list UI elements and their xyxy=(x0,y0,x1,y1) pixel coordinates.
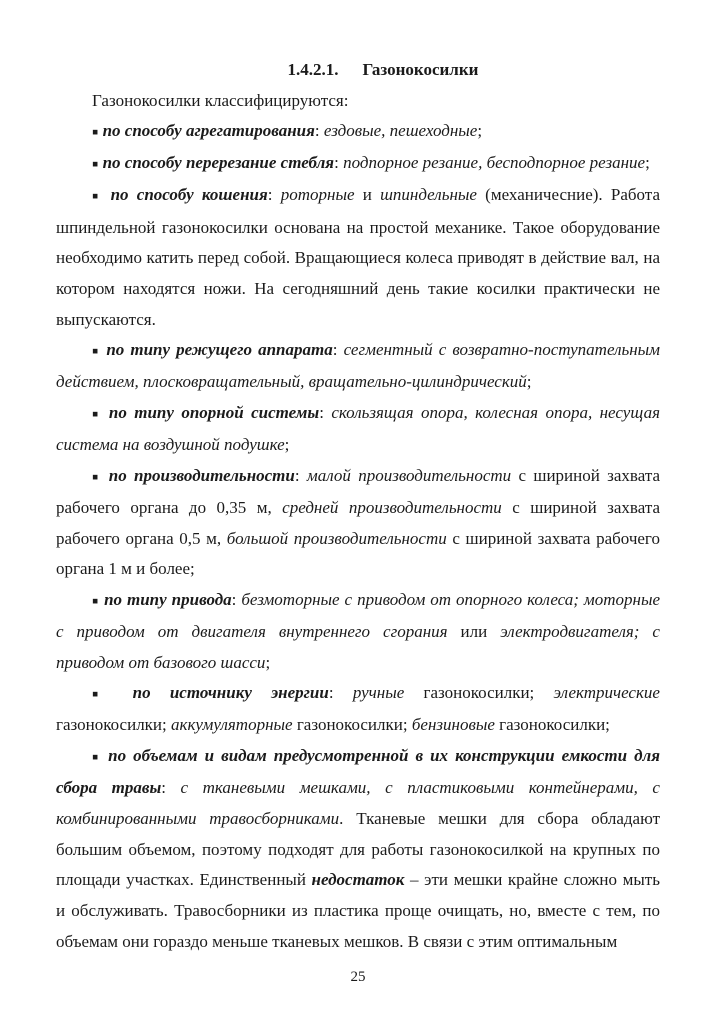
text-run: газонокосилки; xyxy=(56,715,172,735)
text-run: электрические xyxy=(553,683,660,703)
text-run: по типу режущего аппарата xyxy=(106,340,333,360)
text-run: ручные xyxy=(352,683,405,703)
bullet-paragraph xyxy=(56,585,660,678)
bullet-marker: ▪ xyxy=(92,408,102,420)
text-run: по объемам и видам предусмотренной в их конструкции емкости для сбора травы xyxy=(56,746,660,798)
text-run: газонокосилки; xyxy=(292,715,412,735)
bullet-marker: ▪ xyxy=(92,595,100,607)
text-run: по производительности xyxy=(108,465,295,485)
text-run: сегментный с возвратно-поступательным действием, плосковращательный, вращательно-цилиндрический xyxy=(56,340,661,392)
text-run: газонокосилки; xyxy=(404,683,554,703)
text-run: малой производительности xyxy=(306,465,512,485)
text-run: : xyxy=(161,778,181,798)
text-run: с шириной захвата рабочего органа до 0,35 м, xyxy=(56,465,660,517)
text-run: газонокосилки; xyxy=(494,715,610,735)
text-run: скользящая опора, колесная опора, несущая система на воздушной подушке xyxy=(56,403,660,455)
text-run: или xyxy=(447,621,501,641)
text-run: безмоторные с приводом от опорного колеса; моторные с приводом от двигателя внутреннего сгорания xyxy=(56,589,661,641)
paragraph xyxy=(56,86,660,117)
text-run: с шириной захвата рабочего органа 1 м и более; xyxy=(56,528,660,579)
bullet-marker: ▪ xyxy=(92,158,99,170)
text-run: : xyxy=(334,153,344,173)
text-run: по способу агрегатирования xyxy=(102,121,315,141)
text-run: подпорное резание, бесподпорное резание xyxy=(343,153,646,173)
text-run: средней производительности xyxy=(282,497,502,517)
text-run: : xyxy=(231,589,242,609)
bullet-marker: ▪ xyxy=(92,345,101,357)
text-run: : xyxy=(267,185,281,205)
section-title: Газонокосилки xyxy=(362,60,479,79)
bullet-marker: ▪ xyxy=(92,126,99,138)
text-run: по способу кошения xyxy=(110,185,268,205)
text-run: недостаток xyxy=(311,870,405,890)
text-run: с тканевыми мешками, с пластиковыми контейнерами, с комбинированными травосборниками xyxy=(56,778,660,828)
text-run: ездовые, пешеходные xyxy=(323,121,478,141)
text-run: с шириной захвата рабочего органа 0,5 м, xyxy=(56,497,660,548)
text-run: ; xyxy=(645,153,650,173)
bullet-paragraph xyxy=(56,461,660,585)
text-run: по типу привода xyxy=(104,589,232,609)
text-run: : xyxy=(328,683,353,703)
paragraphs xyxy=(56,86,660,958)
page-number: 25 xyxy=(350,969,366,986)
bullet-paragraph xyxy=(56,116,660,148)
text-run: ; xyxy=(526,372,532,392)
text-run: : xyxy=(319,403,332,423)
text-run: ; xyxy=(477,121,483,141)
bullet-marker: ▪ xyxy=(92,751,102,763)
text-run: по способу перерезание стебля xyxy=(102,153,335,173)
text-run: . Тканевые мешки для сбора обладают большим объемом, поэтому подходят для работы газонокосилкой на крупных по площади участках. Единственный xyxy=(56,808,661,890)
text-run: и xyxy=(354,185,381,205)
text-run: : xyxy=(332,340,344,360)
section-heading xyxy=(56,55,660,86)
text-run: : xyxy=(294,465,307,485)
text-run: по типу опорной системы xyxy=(108,403,320,423)
text-run: Газонокосилки классифицируются: xyxy=(92,90,349,110)
bullet-paragraph xyxy=(56,335,660,398)
bullet-marker: ▪ xyxy=(92,471,102,483)
text-run: шпиндельные xyxy=(380,185,477,205)
text-run: большой производительности xyxy=(226,528,447,548)
bullet-paragraph xyxy=(56,148,660,180)
bullet-paragraph xyxy=(56,398,660,461)
text-run: роторные xyxy=(280,185,355,205)
text-run: электродвигателя; с приводом от базового шасси xyxy=(56,621,660,672)
text-run: по источнику энергии xyxy=(132,683,329,703)
text-run: : xyxy=(314,121,324,141)
text-run: бензиновые xyxy=(411,715,495,735)
bullet-paragraph xyxy=(56,741,660,957)
text-run: ; xyxy=(265,652,271,672)
text-run: – эти мешки крайне сложно мыть и обслуживать. Травосборники из пластика проще очищать, но, вместе с тем, по объемам они гораздо меньше тканевых мешков. В связи с этим оптимальным xyxy=(56,870,660,951)
text-run: ; xyxy=(284,435,290,455)
text-run: (механичесние). Работа шпиндельной газонокосилки основана на простой механике. Такое оборудование необходимо катить перед собой. Вращающиеся колеса приводят в действие вал, на котором находятся ножи. На сегодняшний день такие косилки практически не выпускаются. xyxy=(56,185,660,329)
text-run: аккумуляторные xyxy=(171,715,293,735)
bullet-paragraph xyxy=(56,180,660,335)
bullet-marker: ▪ xyxy=(92,688,114,700)
bullet-paragraph xyxy=(56,678,660,741)
bullet-marker: ▪ xyxy=(92,190,103,202)
section-number: 1.4.2.1. xyxy=(287,60,339,79)
